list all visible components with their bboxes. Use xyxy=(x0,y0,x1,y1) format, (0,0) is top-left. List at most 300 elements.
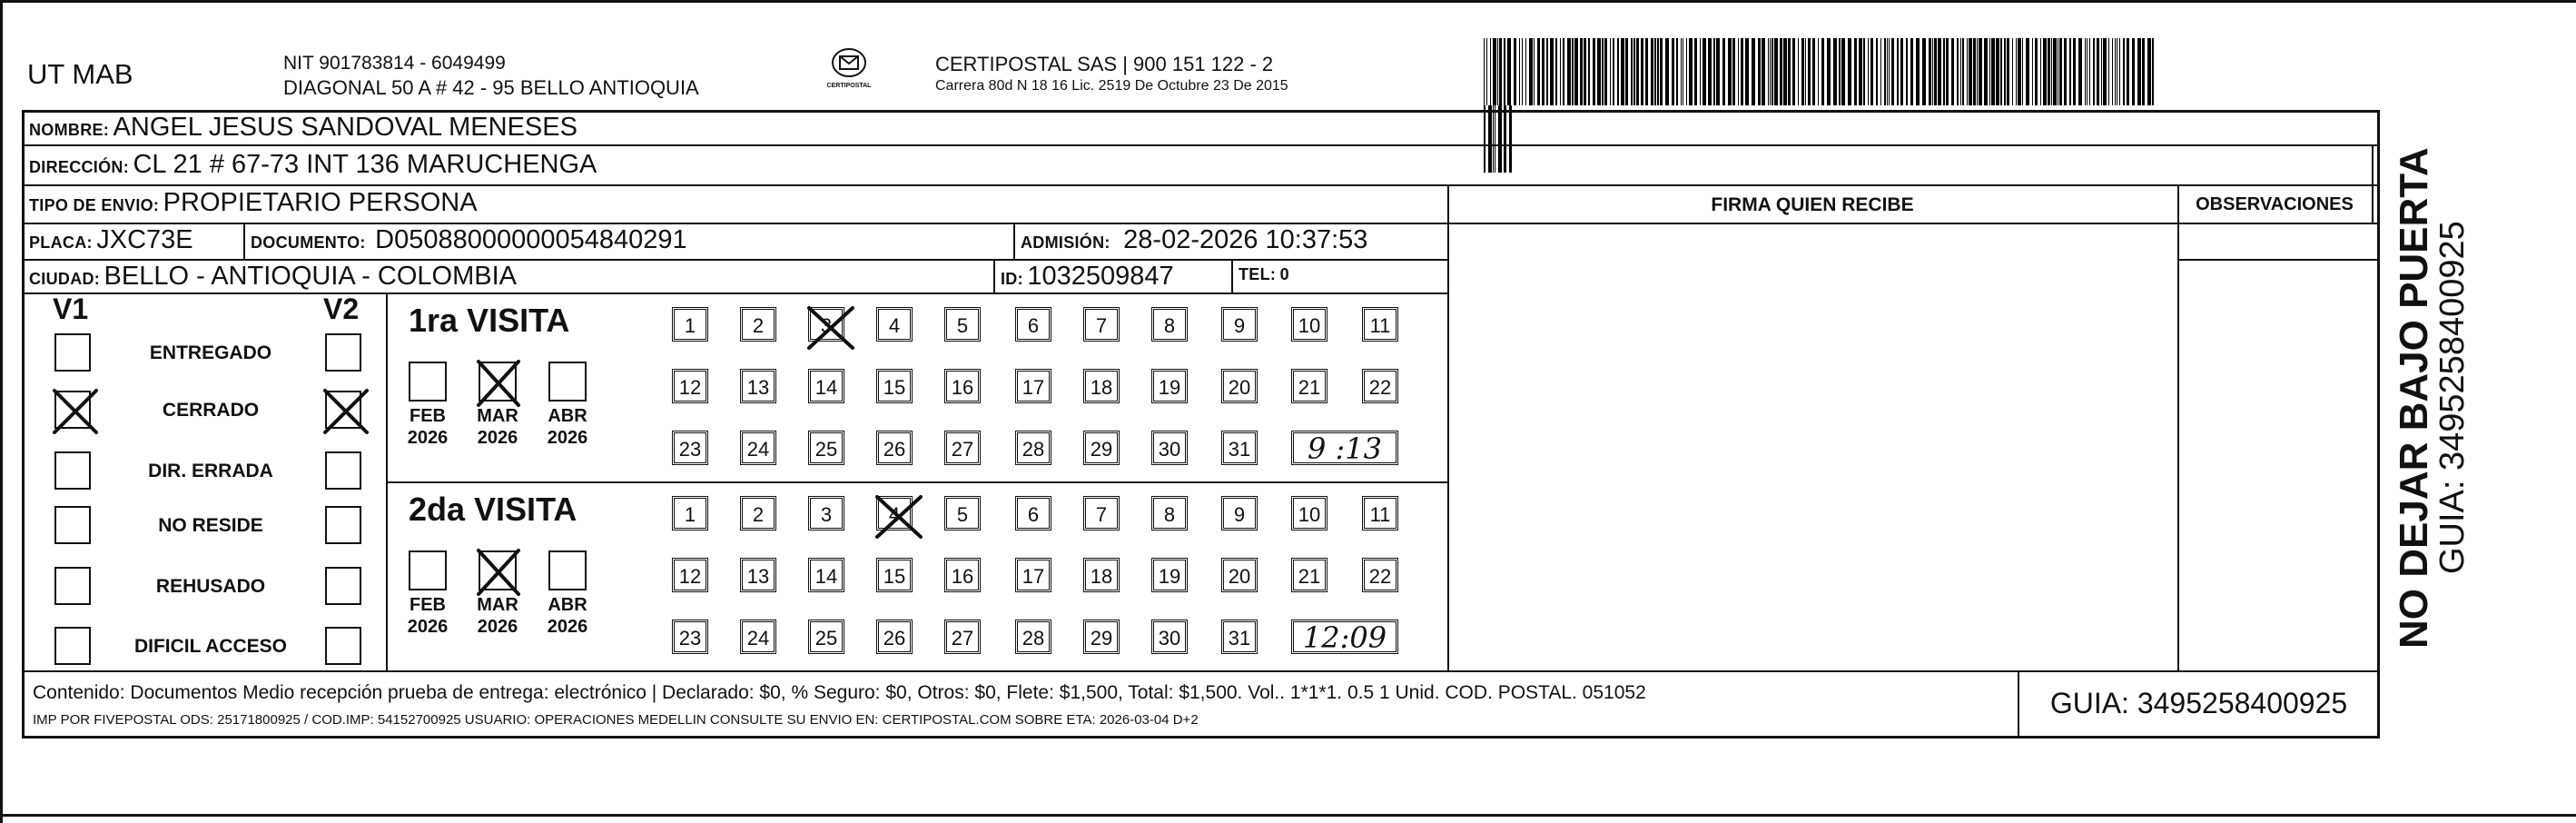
barcode-bar xyxy=(1584,38,1586,105)
barcode-bar xyxy=(1525,38,1526,105)
day-box[interactable]: 20 xyxy=(1221,558,1258,592)
side-guia: GUIA: 3495258400925 xyxy=(2433,221,2472,574)
day-box[interactable]: 30 xyxy=(1151,431,1188,465)
direccion-label: DIRECCIÓN: xyxy=(29,158,129,176)
barcode-bar xyxy=(1984,38,1988,105)
day-box[interactable]: 26 xyxy=(876,620,913,654)
barcode-bar xyxy=(1534,38,1535,105)
barcode-bar xyxy=(2115,38,2116,105)
barcode-bar xyxy=(1563,38,1564,105)
placa-label: PLACA: xyxy=(29,233,93,252)
barcode-bar xyxy=(1722,38,1725,105)
barcode-bar xyxy=(2137,38,2141,105)
company-nit: NIT 901783814 - 6049499 xyxy=(283,53,506,74)
status-label: DIR. ERRADA xyxy=(148,461,273,481)
barcode-bar xyxy=(1593,38,1595,105)
barcode-bar xyxy=(2059,38,2062,105)
barcode-bar xyxy=(1633,38,1635,105)
barcode-bar xyxy=(1967,38,1968,105)
day-box[interactable]: 8 xyxy=(1151,496,1188,530)
barcode-bar xyxy=(1943,38,1945,105)
barcode-bar xyxy=(2007,38,2009,105)
barcode-bar xyxy=(1681,38,1682,105)
barcode-bar xyxy=(1560,38,1561,105)
day-box[interactable]: 31 xyxy=(1221,620,1258,654)
day-box[interactable]: 14 xyxy=(808,369,844,403)
barcode-bar xyxy=(2035,38,2038,105)
tipo-value: PROPIETARIO PERSONA xyxy=(163,188,478,217)
day-box[interactable]: 12 xyxy=(672,558,708,592)
barcode-bar xyxy=(1989,38,1990,105)
day-box[interactable]: 29 xyxy=(1083,431,1120,465)
barcode-bar xyxy=(1493,38,1496,105)
month-label: FEB xyxy=(410,406,446,426)
footer-contenido: Contenido: Documentos Medio recepción prueba de entrega: electrónico | Declarado: $0, % Seguro: $0, Otros: $0, Flete: $1,500, Total: $1,500. Vol.. 1*1*1. 0.5 1 Unid. COD. POSTAL. 051052 xyxy=(33,682,1646,703)
admision-value: 28-02-2026 10:37:53 xyxy=(1123,225,1368,254)
day-box[interactable]: 23 xyxy=(672,431,708,465)
barcode-bar xyxy=(2119,38,2120,105)
day-box[interactable]: 13 xyxy=(740,369,776,403)
tel-field xyxy=(1239,265,1289,284)
barcode-bar xyxy=(1906,38,1908,105)
barcode-bar xyxy=(1537,38,1540,105)
barcode-bar xyxy=(1863,38,1865,105)
day-box[interactable]: 5 xyxy=(944,496,981,530)
visit-time[interactable]: 9 :13 xyxy=(1291,431,1398,465)
barcode-bar xyxy=(1741,38,1743,105)
barcode-bar xyxy=(1798,38,1799,105)
barcode-bar xyxy=(1700,38,1701,105)
ciudad-label: CIUDAD: xyxy=(29,270,101,288)
x-mark-icon xyxy=(475,547,522,598)
col-line xyxy=(243,223,245,259)
barcode-bar xyxy=(1665,38,1669,105)
barcode-bar xyxy=(1676,38,1678,105)
footer-guia: GUIA: 3495258400925 xyxy=(2049,687,2348,719)
col-line xyxy=(1447,184,1449,670)
month-checkbox[interactable] xyxy=(409,550,447,590)
barcode-bar xyxy=(1604,38,1607,105)
barcode-bar xyxy=(1572,38,1574,105)
day-box[interactable]: 22 xyxy=(1362,369,1398,403)
barcode-bar xyxy=(1839,38,1841,105)
barcode-bar xyxy=(2123,38,2125,105)
col-line xyxy=(2177,184,2179,670)
carrier-logo xyxy=(817,47,881,102)
placa-field xyxy=(29,225,193,255)
visit-divider xyxy=(386,481,1448,483)
barcode-bar xyxy=(1977,38,1978,105)
day-box[interactable]: 21 xyxy=(1291,369,1327,403)
day-box[interactable]: 13 xyxy=(740,558,776,592)
day-box[interactable]: 26 xyxy=(876,431,913,465)
day-box[interactable]: 3 xyxy=(808,307,844,342)
day-box[interactable]: 14 xyxy=(808,558,844,592)
carrier-name: CERTIPOSTAL SAS | 900 151 122 - 2 xyxy=(935,53,1274,75)
day-box[interactable]: 20 xyxy=(1221,369,1258,403)
footer-impresion: IMP POR FIVEPOSTAL ODS: 25171800925 / COD.IMP: 54152700925 USUARIO: OPERACIONES MEDELLIN CONSULTE SU ENVIO EN: CERTIPOSTAL.COM SOBRE ETA: 2026-03-04 D+2 xyxy=(33,712,1199,728)
row-line xyxy=(22,259,1448,261)
day-box[interactable]: 25 xyxy=(808,431,844,465)
barcode-bar xyxy=(1636,38,1639,105)
barcode-bar xyxy=(1651,38,1653,105)
barcode-bar xyxy=(1922,38,1926,105)
row-line xyxy=(22,223,2380,224)
barcode-bar xyxy=(1801,38,1804,105)
barcode-bar xyxy=(2004,38,2006,105)
day-box[interactable]: 19 xyxy=(1151,558,1188,592)
status-label: CERRADO xyxy=(162,400,260,421)
barcode-bar xyxy=(2085,38,2086,105)
status-label: REHUSADO xyxy=(155,576,266,597)
status-label: DIFICIL ACCESO xyxy=(133,636,287,657)
barcode-bar xyxy=(1660,38,1663,105)
barcode-bar xyxy=(1567,38,1571,105)
barcode-bar xyxy=(1703,38,1706,105)
month-year: 2026 xyxy=(407,428,449,448)
row-line xyxy=(22,293,1448,294)
barcode-bar xyxy=(2048,38,2050,105)
day-box[interactable]: 24 xyxy=(740,620,776,654)
barcode-bar xyxy=(1484,38,1485,105)
barcode-bar xyxy=(2053,38,2057,105)
barcode-bar xyxy=(1597,38,1601,105)
barcode-bar xyxy=(1973,38,1976,105)
documento-value: D05088000000054840291 xyxy=(375,225,687,254)
month-year: 2026 xyxy=(477,428,518,448)
month-checkbox[interactable] xyxy=(479,362,517,402)
visit-title: 2da VISITA xyxy=(409,491,577,528)
left-border xyxy=(0,0,3,823)
admision-field xyxy=(1021,225,1367,255)
barcode-bar xyxy=(1732,38,1735,105)
day-box[interactable]: 6 xyxy=(1015,496,1051,530)
barcode-bar xyxy=(2101,38,2102,105)
documento-label: DOCUMENTO: xyxy=(251,233,366,252)
tel-value: 0 xyxy=(1279,265,1289,283)
barcode-bar xyxy=(2012,38,2013,105)
barcode-bar xyxy=(1762,38,1765,105)
barcode-bar xyxy=(1728,38,1732,105)
day-box[interactable]: 17 xyxy=(1015,369,1051,403)
barcode-bar xyxy=(1805,38,1806,105)
id-label: ID: xyxy=(1001,270,1023,288)
day-box[interactable]: 19 xyxy=(1151,369,1188,403)
month-label: MAR xyxy=(477,406,518,426)
row-line xyxy=(22,184,2380,186)
day-box[interactable]: 6 xyxy=(1015,307,1051,342)
barcode-bar xyxy=(2040,38,2041,105)
barcode-bar xyxy=(1808,38,1811,105)
barcode-bar xyxy=(2142,38,2145,105)
barcode-bar xyxy=(1546,38,1548,105)
barcode-bar xyxy=(1929,38,1931,105)
month-label: ABR xyxy=(548,406,587,426)
barcode-bar xyxy=(1957,38,1959,105)
barcode-bar xyxy=(1519,38,1520,105)
day-box[interactable]: 11 xyxy=(1362,307,1398,342)
row-line xyxy=(2177,259,2380,261)
barcode-bar xyxy=(1708,38,1712,105)
barcode-bar xyxy=(1969,38,1972,105)
barcode-bar xyxy=(1486,38,1487,105)
barcode-bar xyxy=(1887,38,1888,105)
barcode-bar xyxy=(1610,38,1611,105)
tipo-label: TIPO DE ENVIO: xyxy=(29,196,160,214)
company-address: DIAGONAL 50 A # 42 - 95 BELLO ANTIOQUIA xyxy=(283,76,699,99)
barcode-bar xyxy=(1631,38,1633,105)
day-box[interactable]: 27 xyxy=(944,431,981,465)
day-box[interactable]: 11 xyxy=(1362,496,1398,530)
day-box[interactable]: 29 xyxy=(1083,620,1120,654)
barcode-bar xyxy=(1522,38,1523,105)
carrier-license: Carrera 80d N 18 16 Lic. 2519 De Octubre 23 De 2015 xyxy=(935,78,1288,94)
barcode-bar xyxy=(1555,38,1557,105)
admision-label: ADMISIÓN: xyxy=(1021,233,1110,252)
side-warning: NO DEJAR BAJO PUERTA xyxy=(2392,147,2436,649)
barcode-bar xyxy=(1848,38,1851,105)
x-mark-icon xyxy=(805,304,856,352)
month-year: 2026 xyxy=(477,617,518,637)
barcode-bar xyxy=(1979,38,1982,105)
id-field xyxy=(1001,262,1174,292)
v1-header: V1 xyxy=(53,293,89,325)
day-box[interactable]: 7 xyxy=(1083,496,1120,530)
barcode-bar xyxy=(1672,38,1674,105)
day-box[interactable]: 5 xyxy=(944,307,981,342)
bottom-border xyxy=(0,814,2576,817)
barcode-bar xyxy=(2018,38,2021,105)
barcode-bar xyxy=(1897,38,1899,105)
barcode-bar xyxy=(1550,38,1554,105)
barcode-bar xyxy=(1934,38,1937,105)
row-line xyxy=(22,670,2380,672)
barcode-bar xyxy=(2026,38,2029,105)
barcode-bar xyxy=(1770,38,1771,105)
barcode-bar xyxy=(1889,38,1890,105)
day-box[interactable]: 16 xyxy=(944,558,981,592)
nombre-label: NOMBRE: xyxy=(29,121,110,139)
barcode-bar xyxy=(1686,38,1687,105)
barcode-bar xyxy=(1891,38,1894,105)
barcode-bar xyxy=(1768,38,1769,105)
day-box[interactable]: 23 xyxy=(672,620,708,654)
logo-text: CERTIPOSTAL xyxy=(826,83,872,89)
barcode-bar xyxy=(1833,38,1837,105)
barcode-bar xyxy=(1783,38,1787,105)
barcode-bar xyxy=(1812,38,1815,105)
x-mark-icon xyxy=(873,493,924,540)
barcode-bar xyxy=(1499,38,1502,105)
barcode-bar xyxy=(2051,38,2052,105)
barcode-bar xyxy=(1841,38,1845,105)
day-box[interactable]: 9 xyxy=(1221,307,1258,342)
barcode-bar xyxy=(1694,38,1697,105)
barcode-bar xyxy=(1788,38,1791,105)
month-checkbox[interactable] xyxy=(548,550,587,590)
barcode-bar xyxy=(2069,38,2071,105)
day-box[interactable]: 2 xyxy=(740,307,776,342)
barcode-bar xyxy=(1818,38,1819,105)
barcode-bar xyxy=(1745,38,1749,105)
visit-title: 1ra VISITA xyxy=(409,302,570,339)
barcode-bar xyxy=(1613,38,1614,105)
barcode-bar xyxy=(1792,38,1795,105)
barcode-bar xyxy=(1529,38,1533,105)
barcode-bar xyxy=(2152,38,2154,105)
col-line xyxy=(1013,223,1015,259)
barcode-bar xyxy=(2132,38,2135,105)
day-box[interactable]: 10 xyxy=(1291,307,1327,342)
day-box[interactable]: 22 xyxy=(1362,558,1398,592)
day-box[interactable]: 3 xyxy=(808,496,844,530)
day-box[interactable]: 1 xyxy=(672,496,708,530)
barcode-bar xyxy=(1752,38,1755,105)
barcode-bar xyxy=(1868,38,1869,105)
day-box[interactable]: 4 xyxy=(876,496,913,530)
barcode-bar xyxy=(1514,38,1516,105)
barcode-bar xyxy=(1991,38,1995,105)
placa-value: JXC73E xyxy=(96,225,193,254)
barcode-bar xyxy=(2043,38,2047,105)
barcode-bar xyxy=(1497,38,1498,105)
barcode-bar xyxy=(1542,38,1545,105)
barcode-bar xyxy=(1490,38,1491,105)
day-box[interactable]: 15 xyxy=(876,558,913,592)
nombre-field xyxy=(29,113,577,143)
tipo-field xyxy=(29,188,478,218)
barcode-bar xyxy=(1910,38,1913,105)
x-mark-icon xyxy=(475,358,522,409)
barcode-bar xyxy=(1507,38,1511,105)
barcode-bar xyxy=(1960,38,1961,105)
nombre-value: ANGEL JESUS SANDOVAL MENESES xyxy=(113,113,577,142)
barcode-bar xyxy=(1641,38,1643,105)
barcode-bar xyxy=(1645,38,1648,105)
day-box[interactable]: 30 xyxy=(1151,620,1188,654)
barcode-bar xyxy=(2112,38,2113,105)
col-line xyxy=(1231,259,1233,293)
row-line xyxy=(22,144,2380,146)
documento-field xyxy=(251,225,687,255)
barcode-bar xyxy=(2108,38,2109,105)
barcode-bar xyxy=(2097,38,2099,105)
day-box[interactable]: 21 xyxy=(1291,558,1327,592)
status-label: ENTREGADO xyxy=(149,342,272,363)
day-box[interactable]: 4 xyxy=(876,307,913,342)
barcode-bar xyxy=(1689,38,1693,105)
barcode-bar xyxy=(1780,38,1782,105)
day-box[interactable]: 24 xyxy=(740,431,776,465)
barcode-bar xyxy=(2032,38,2033,105)
barcode-bar xyxy=(1617,38,1619,105)
month-checkbox[interactable] xyxy=(548,362,587,402)
barcode-bar xyxy=(1951,38,1954,105)
barcode-bar xyxy=(1772,38,1773,105)
barcode-bar xyxy=(2089,38,2090,105)
barcode-bar xyxy=(2000,38,2002,105)
day-box[interactable]: 27 xyxy=(944,620,981,654)
day-box[interactable]: 25 xyxy=(808,620,844,654)
barcode-bar xyxy=(1625,38,1628,105)
day-box[interactable]: 16 xyxy=(944,369,981,403)
day-box[interactable]: 31 xyxy=(1221,431,1258,465)
visit-time[interactable]: 12:09 xyxy=(1291,620,1398,654)
ciudad-value: BELLO - ANTIOQUIA - COLOMBIA xyxy=(104,262,517,291)
top-border xyxy=(0,0,2576,3)
firma-label: FIRMA QUIEN RECIBE xyxy=(1711,194,1914,215)
barcode-bar xyxy=(1654,38,1656,105)
col-line xyxy=(993,259,995,293)
company-name: UT MAB xyxy=(27,58,133,90)
day-box[interactable]: 17 xyxy=(1015,558,1051,592)
month-label: FEB xyxy=(410,595,446,615)
col-line xyxy=(2372,144,2374,223)
day-box[interactable]: 28 xyxy=(1015,431,1051,465)
barcode-bar xyxy=(1713,38,1715,105)
barcode-bar xyxy=(1621,38,1624,105)
direccion-value: CL 21 # 67-73 INT 136 MARUCHENGA xyxy=(133,150,597,179)
day-box[interactable]: 9 xyxy=(1221,496,1258,530)
barcode-bar xyxy=(1657,38,1659,105)
barcode-bar xyxy=(1854,38,1857,105)
day-box[interactable]: 12 xyxy=(672,369,708,403)
month-year: 2026 xyxy=(547,617,588,637)
barcode-bar xyxy=(1580,38,1583,105)
shipment-barcode xyxy=(1484,38,2157,105)
day-box[interactable]: 7 xyxy=(1083,307,1120,342)
day-box[interactable]: 28 xyxy=(1015,620,1051,654)
barcode-bar xyxy=(2147,38,2151,105)
v2-header: V2 xyxy=(323,293,360,325)
day-box[interactable]: 10 xyxy=(1291,496,1327,530)
barcode-bar xyxy=(1884,38,1886,105)
barcode-bar xyxy=(1932,38,1933,105)
observaciones-label: OBSERVACIONES xyxy=(2196,194,2354,214)
barcode-bar xyxy=(1946,38,1949,105)
barcode-bar xyxy=(2093,38,2095,105)
id-value: 1032509847 xyxy=(1027,262,1174,291)
barcode-bar xyxy=(1504,38,1505,105)
day-box[interactable]: 18 xyxy=(1083,369,1120,403)
barcode-bar xyxy=(2078,38,2082,105)
day-box[interactable]: 8 xyxy=(1151,307,1188,342)
barcode-bar xyxy=(1758,38,1761,105)
barcode-bar xyxy=(1876,38,1878,105)
barcode-bar xyxy=(1880,38,1881,105)
barcode-bar xyxy=(2073,38,2076,105)
barcode-bar xyxy=(1716,38,1720,105)
barcode-bar xyxy=(1602,38,1604,105)
day-box[interactable]: 2 xyxy=(740,496,776,530)
barcode-bar xyxy=(1574,38,1578,105)
month-year: 2026 xyxy=(547,428,588,448)
month-label: MAR xyxy=(477,595,518,615)
month-label: ABR xyxy=(548,595,587,615)
day-box[interactable]: 18 xyxy=(1083,558,1120,592)
day-box[interactable]: 15 xyxy=(876,369,913,403)
barcode-bar xyxy=(1900,38,1903,105)
barcode-bar xyxy=(1916,38,1920,105)
day-box[interactable]: 1 xyxy=(672,307,708,342)
month-checkbox[interactable] xyxy=(409,362,447,402)
barcode-bar xyxy=(1870,38,1873,105)
barcode-bar xyxy=(2022,38,2023,105)
barcode-bar xyxy=(2127,38,2129,105)
direccion-field xyxy=(29,150,597,180)
barcode-bar xyxy=(1738,38,1739,105)
month-checkbox[interactable] xyxy=(479,550,517,590)
